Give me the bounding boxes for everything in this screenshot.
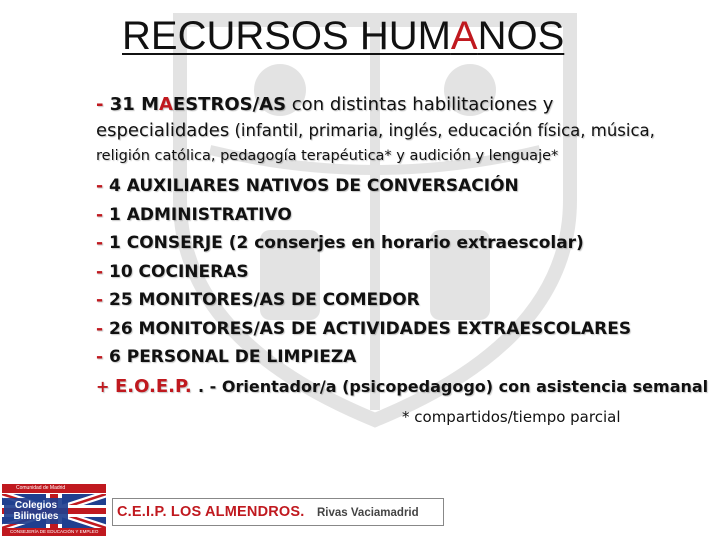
- teachers-description: con distintas habilitaciones y: [286, 94, 554, 115]
- list-dash: -: [96, 318, 109, 339]
- list-item-text: 10 COCINERAS: [108, 261, 249, 282]
- list-dash: -: [96, 290, 109, 310]
- teachers-count: 31 M: [109, 94, 159, 115]
- list-item-text: 1 CONSERJE (2 conserjes en horario extraescolar): [108, 233, 584, 253]
- school-city: Rivas Vaciamadrid: [317, 507, 419, 519]
- specialties-label: especialidades: [96, 120, 230, 141]
- title-text-end: NOS: [477, 14, 565, 58]
- logo-name-line1: Colegios: [14, 500, 58, 511]
- specialties-line: [96, 118, 696, 144]
- logo-top-text: Comunidad de Madrid: [16, 485, 66, 491]
- list-item: [96, 286, 696, 315]
- list-item: [96, 172, 696, 201]
- eoep-description: . - Orientador/a (psicopedagogo) con asistencia semanal: [198, 376, 709, 396]
- specialties-list: (infantil, primaria, inglés, educación física, música,: [229, 121, 655, 140]
- list-item-text: 26 MONITORES/AS DE ACTIVIDADES EXTRAESCOLARES: [108, 318, 632, 339]
- list-item: [96, 315, 696, 344]
- list-dash: -: [96, 233, 109, 253]
- part-time-footnote: * compartidos/tiempo parcial: [402, 408, 621, 426]
- logo-top-band: [2, 484, 106, 493]
- list-item-text: 1 ADMINISTRATIVO: [108, 204, 292, 225]
- list-dash: -: [96, 94, 110, 115]
- list-dash: -: [96, 176, 109, 196]
- list-item: [96, 258, 696, 287]
- specialties-continued: religión católica, pedagogía terapéutica* y audición y lenguaje*: [96, 148, 559, 164]
- page-title: [122, 14, 564, 58]
- logo-bottom-band: [2, 528, 106, 536]
- teachers-accent-letter: A: [158, 94, 173, 115]
- list-dash: -: [96, 347, 109, 367]
- teachers-line: [96, 92, 696, 118]
- plus-marker: +: [96, 376, 115, 396]
- logo-name: [6, 500, 66, 522]
- colegios-bilingues-logo: [2, 484, 106, 536]
- list-item: [96, 201, 696, 230]
- logo-bottom-text: CONSEJERÍA DE EDUCACIÓN Y EMPLEO: [10, 529, 99, 534]
- eoep-line: [96, 372, 709, 402]
- logo-name-line2: Bilingües: [13, 511, 59, 522]
- teachers-label: ESTROS/AS: [172, 94, 287, 115]
- eoep-abbreviation: E.O.E.P.: [114, 375, 198, 397]
- title-text-start: RECURSOS HUM: [122, 14, 451, 58]
- list-item-text: 25 MONITORES/AS DE COMEDOR: [108, 290, 420, 310]
- title-accent-letter: A: [450, 14, 478, 58]
- list-dash: -: [96, 261, 109, 282]
- school-footer: [112, 498, 444, 526]
- list-dash: -: [96, 204, 109, 225]
- staff-list: [96, 92, 709, 402]
- list-item-text: 6 PERSONAL DE LIMPIEZA: [108, 347, 357, 367]
- list-item: [96, 343, 696, 372]
- school-name: C.E.I.P. LOS ALMENDROS.: [117, 504, 305, 520]
- list-item: [96, 229, 696, 258]
- list-item-text: 4 AUXILIARES NATIVOS DE CONVERSACIÓN: [108, 176, 519, 196]
